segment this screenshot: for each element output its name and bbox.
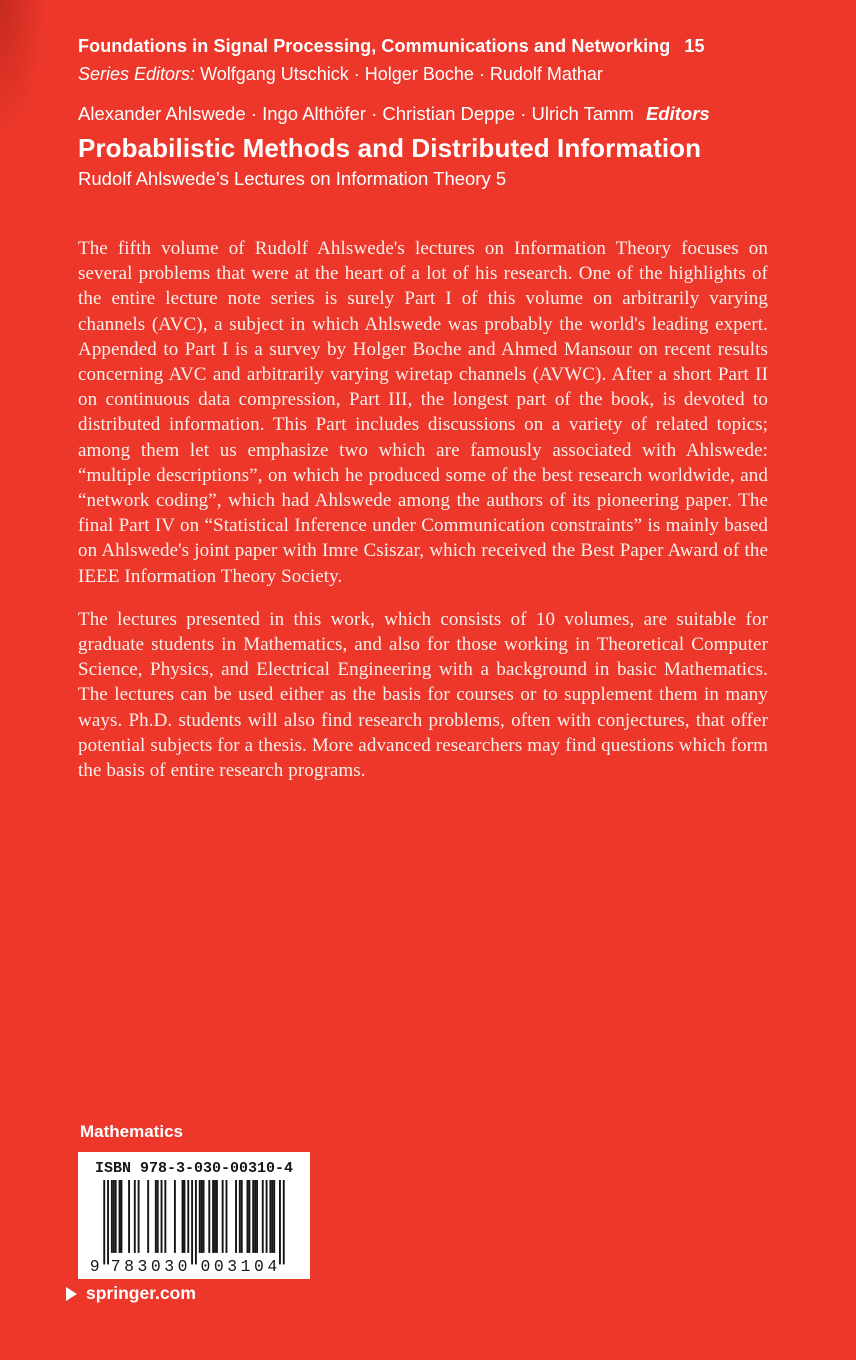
svg-text:0: 0 (177, 1257, 188, 1274)
svg-text:3: 3 (164, 1257, 175, 1274)
book-editors-line (78, 103, 768, 124)
series-editors-label: Series Editors: (78, 64, 196, 84)
svg-text:0: 0 (254, 1257, 264, 1274)
cover-edge-shadow (0, 0, 64, 190)
series-title: Foundations in Signal Processing, Communications and Networking (78, 36, 671, 56)
svg-text:7: 7 (110, 1257, 121, 1274)
svg-text:4: 4 (267, 1257, 278, 1274)
editors-label: Editors (645, 103, 710, 124)
ean13-barcode-icon (88, 1180, 300, 1274)
svg-text:3: 3 (227, 1257, 238, 1274)
svg-text:9: 9 (89, 1257, 100, 1274)
cover-content (78, 36, 768, 783)
blurb-paragraph-1: The fifth volume of Rudolf Ahlswede's lectures on Information Theory focuses on several problems that were at the heart of a lot of his research. One of the highlights of the entire lecture note series is surely Part I of this volume on arbitrarily varying channels (AVC), a subject in which Ahlswede was probably the world's leading expert. Appended to Part I is a survey by Holger Boche and Ahmed Mansour on recent results concerning AVC and arbitrarily varying wiretap channels (AVWC). After a short Part II on continuous data compression, Part III, the longest part of the book, is devoted to distributed information. This Part includes discussions on a variety of related topics; among them let us emphasize two which are famously associated with Ahlswede: “multiple descriptions”, on which he produced some of the best research worldwide, and “network coding”, which had Ahlswede among the authors of its pioneering paper. The final Part IV on “Statistical Inference under Communication constraints” is mainly based on Ahlswede's joint paper with Imre Csiszar, which received the Best Paper Award of the IEEE Information Theory Society. (78, 238, 768, 587)
category-label: Mathematics (80, 1122, 183, 1141)
play-arrow-icon (66, 1287, 77, 1301)
isbn-barcode-box (78, 1152, 310, 1279)
series-title-line (78, 36, 768, 57)
series-volume-number: 15 (684, 36, 705, 56)
isbn-label: ISBN 978-3-030-00310-4 (94, 1160, 294, 1177)
back-cover-blurb (78, 236, 768, 783)
series-editors-line (78, 64, 768, 85)
publisher-line (66, 1283, 196, 1304)
svg-text:8: 8 (124, 1257, 134, 1274)
svg-text:1: 1 (240, 1257, 251, 1274)
series-editors-names: Wolfgang Utschick · Holger Boche · Rudolf Mathar (200, 64, 603, 84)
book-editors-names: Alexander Ahlswede · Ingo Althöfer · Christian Deppe · Ulrich Tamm (78, 103, 634, 124)
svg-text:0: 0 (213, 1257, 224, 1274)
publisher-url: springer.com (86, 1283, 196, 1303)
svg-text:0: 0 (200, 1257, 211, 1274)
svg-text:3: 3 (137, 1257, 148, 1274)
svg-text:0: 0 (150, 1257, 161, 1274)
book-subtitle: Rudolf Ahlswede’s Lectures on Information Theory 5 (78, 168, 507, 189)
book-title: Probabilistic Methods and Distributed Information (78, 133, 702, 163)
blurb-paragraph-2: The lectures presented in this work, which consists of 10 volumes, are suitable for graduate students in Mathematics, and also for those working in Theoretical Computer Science, Physics, and Electrical Engineering with a background in basic Mathematics. The lectures can be used either as the basis for courses or to supplement them in many ways. Ph.D. students will also find research problems, often with conjectures, that offer potential subjects for a thesis. More advanced researchers may find questions which form the basis of entire research programs. (78, 608, 768, 782)
